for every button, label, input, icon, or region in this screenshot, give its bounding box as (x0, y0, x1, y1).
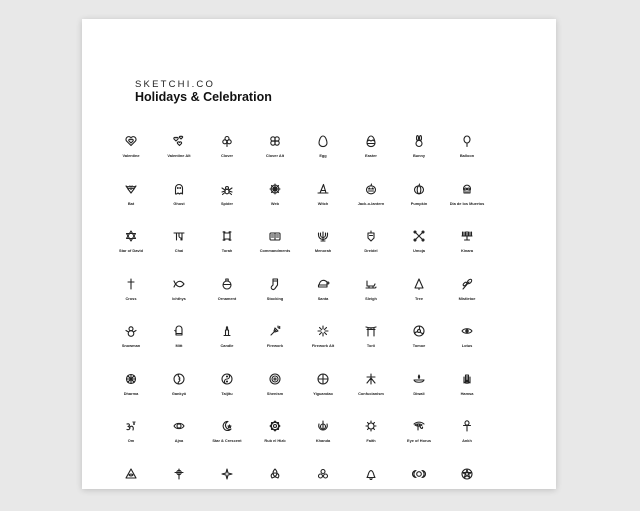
dreidel-icon (364, 229, 378, 243)
icon-tile (203, 179, 251, 227)
witch-hat-icon (316, 182, 330, 196)
icon-label: Star of David (103, 248, 159, 253)
icon-label: Ornament (199, 296, 255, 301)
icon-tile (347, 464, 395, 511)
icon-tile (203, 464, 251, 511)
icon-tile (299, 464, 347, 511)
icon-tile (251, 416, 299, 464)
icon-tile (395, 416, 443, 464)
icon-label: Diwali (391, 391, 447, 396)
icon-label: Dreidel (343, 248, 399, 253)
icon-label: Dia de los Muertos (439, 201, 495, 206)
icon-label: Yiguandao (295, 391, 351, 396)
icon-label: Ajna (151, 438, 207, 443)
diwali-lamp-icon (412, 372, 426, 386)
icon-label: Web (247, 201, 303, 206)
skull-icon (460, 182, 474, 196)
candle-icon (220, 324, 234, 338)
icon-tile (395, 131, 443, 179)
icon-label: Dharma (103, 391, 159, 396)
icon-sheet (82, 19, 556, 489)
icon-tile (251, 274, 299, 322)
icon-tile (443, 179, 491, 227)
om-icon (124, 419, 138, 433)
taijitu-icon (220, 372, 234, 386)
eye-of-horus-icon (412, 419, 426, 433)
icon-tile (203, 321, 251, 369)
spider-icon (220, 182, 234, 196)
icon-label: Mistletoe (439, 296, 495, 301)
icon-tile (155, 416, 203, 464)
confucianism-icon (364, 372, 378, 386)
pentacle-icon (460, 467, 474, 481)
icon-tile (395, 274, 443, 322)
icon-tile (395, 369, 443, 417)
icon-tile (155, 226, 203, 274)
umoja-icon (412, 229, 426, 243)
icon-label: Ankh (439, 438, 495, 443)
icon-tile (299, 369, 347, 417)
icon-label: Torii (343, 343, 399, 348)
icon-label: Valentine (103, 153, 159, 158)
icon-tile (251, 226, 299, 274)
triple-moon-icon (412, 467, 426, 481)
hearts-icon (172, 134, 186, 148)
icon-tile (347, 274, 395, 322)
star-of-david-icon (124, 229, 138, 243)
icon-tile (395, 226, 443, 274)
santa-hat-icon (316, 277, 330, 291)
icon-tile (155, 369, 203, 417)
menorah-icon (316, 229, 330, 243)
icon-tile (203, 226, 251, 274)
icon-label: Bat (103, 201, 159, 206)
icon-label: Ghost (151, 201, 207, 206)
icon-label: Spider (199, 201, 255, 206)
shenism-icon (268, 372, 282, 386)
sleigh-icon (364, 277, 378, 291)
balloon-icon (460, 134, 474, 148)
icon-label: Witch (295, 201, 351, 206)
icon-label: Cross (103, 296, 159, 301)
yiguandao-icon (316, 372, 330, 386)
icon-label: Tomoe (391, 343, 447, 348)
chai-icon (172, 229, 186, 243)
firework-icon (268, 324, 282, 338)
ichthys-icon (172, 277, 186, 291)
icon-label: Om (103, 438, 159, 443)
icon-label: Torah (199, 248, 255, 253)
icon-tile (347, 321, 395, 369)
icon-tile (443, 369, 491, 417)
icon-tile (347, 131, 395, 179)
icon-tile (299, 274, 347, 322)
icon-tile (443, 464, 491, 511)
icon-label: Ichthys (151, 296, 207, 301)
icon-tile (251, 321, 299, 369)
icon-tile (443, 226, 491, 274)
cross-icon (124, 277, 138, 291)
icon-label: Mitt (151, 343, 207, 348)
torii-icon (364, 324, 378, 338)
ankh-icon (460, 419, 474, 433)
jack-o-lantern-icon (364, 182, 378, 196)
icon-tile (347, 226, 395, 274)
triangle-eye-icon (124, 467, 138, 481)
icon-tile (107, 179, 155, 227)
icon-tile (251, 369, 299, 417)
tomoe-icon (412, 324, 426, 338)
easter-egg-icon (364, 134, 378, 148)
icon-tile (443, 131, 491, 179)
hamsa-icon (460, 372, 474, 386)
icon-label: Eye of Horus (391, 438, 447, 443)
icon-tile (107, 226, 155, 274)
icon-label: Valentine Alt (151, 153, 207, 158)
icon-label: Taijitu (199, 391, 255, 396)
icon-tile (107, 131, 155, 179)
page-title: Holidays & Celebration (135, 90, 272, 104)
celtic-cross-icon (172, 467, 186, 481)
commandments-icon (268, 229, 282, 243)
icon-tile (203, 369, 251, 417)
icon-label: Clover Alt (247, 153, 303, 158)
icon-tile (299, 416, 347, 464)
icon-grid (107, 131, 531, 511)
torah-icon (220, 229, 234, 243)
icon-tile (107, 464, 155, 511)
icon-label: Candle (199, 343, 255, 348)
icon-label: Snowman (103, 343, 159, 348)
icon-label: Gankyō (151, 391, 207, 396)
icon-label: Egg (295, 153, 351, 158)
icon-label: Commandments (247, 248, 303, 253)
icon-tile (251, 179, 299, 227)
icon-label: Menorah (295, 248, 351, 253)
icon-label: Jack-o-lantern (343, 201, 399, 206)
icon-tile (155, 131, 203, 179)
icon-tile (443, 416, 491, 464)
icon-tile (347, 416, 395, 464)
icon-label: Shenism (247, 391, 303, 396)
icon-label: Chai (151, 248, 207, 253)
triquetra-icon (268, 467, 282, 481)
icon-label: Faith (343, 438, 399, 443)
icon-label: Star & Crescent (199, 438, 255, 443)
faith-icon (364, 419, 378, 433)
icon-tile (299, 226, 347, 274)
dharma-wheel-icon (124, 372, 138, 386)
icon-tile (155, 274, 203, 322)
icon-label: Clover (199, 153, 255, 158)
icon-tile (107, 274, 155, 322)
clover-icon (220, 134, 234, 148)
icon-label: Bunny (391, 153, 447, 158)
web-icon (268, 182, 282, 196)
icon-label: Lotus (439, 343, 495, 348)
icon-label: Khanda (295, 438, 351, 443)
icon-tile (155, 321, 203, 369)
firework-alt-icon (316, 324, 330, 338)
lotus-icon (460, 324, 474, 338)
icon-label: Rub el Hizb (247, 438, 303, 443)
icon-tile (155, 179, 203, 227)
icon-tile (347, 369, 395, 417)
mitt-icon (172, 324, 186, 338)
icon-tile (443, 274, 491, 322)
khanda-icon (316, 419, 330, 433)
icon-tile (107, 416, 155, 464)
icon-tile (251, 131, 299, 179)
bunny-icon (412, 134, 426, 148)
icon-label: Tree (391, 296, 447, 301)
icon-tile (299, 131, 347, 179)
icon-tile (299, 179, 347, 227)
icon-tile (107, 321, 155, 369)
icon-tile (395, 321, 443, 369)
ghost-icon (172, 182, 186, 196)
icon-label: Balloon (439, 153, 495, 158)
ajna-eye-icon (172, 419, 186, 433)
icon-label: Kinara (439, 248, 495, 253)
brand-name: SKETCHI.CO (135, 79, 215, 90)
triple-spiral-icon (316, 467, 330, 481)
icon-tile (203, 416, 251, 464)
kinara-icon (460, 229, 474, 243)
icon-label: Umoja (391, 248, 447, 253)
pumpkin-icon (412, 182, 426, 196)
icon-label: Firework Alt (295, 343, 351, 348)
mistletoe-icon (460, 277, 474, 291)
rub-el-hizb-icon (268, 419, 282, 433)
icon-label: Confucianism (343, 391, 399, 396)
clover-alt-icon (268, 134, 282, 148)
icon-tile (395, 179, 443, 227)
heart-icon (124, 134, 138, 148)
icon-tile (251, 464, 299, 511)
icon-tile (347, 179, 395, 227)
ornament-icon (220, 277, 234, 291)
icon-label: Santa (295, 296, 351, 301)
icon-label: Sleigh (343, 296, 399, 301)
icon-tile (107, 369, 155, 417)
icon-tile (203, 274, 251, 322)
icon-label: Hamsa (439, 391, 495, 396)
tree-icon (412, 277, 426, 291)
bat-icon (124, 182, 138, 196)
icon-label: Stocking (247, 296, 303, 301)
stocking-icon (268, 277, 282, 291)
icon-tile (203, 131, 251, 179)
compass-star-icon (220, 467, 234, 481)
icon-label: Firework (247, 343, 303, 348)
icon-label: Easter (343, 153, 399, 158)
snowman-icon (124, 324, 138, 338)
bell-icon (364, 467, 378, 481)
gankyo-icon (172, 372, 186, 386)
star-crescent-icon (220, 419, 234, 433)
icon-tile (395, 464, 443, 511)
icon-tile (155, 464, 203, 511)
icon-tile (443, 321, 491, 369)
icon-tile (299, 321, 347, 369)
icon-label: Pumpkin (391, 201, 447, 206)
egg-icon (316, 134, 330, 148)
